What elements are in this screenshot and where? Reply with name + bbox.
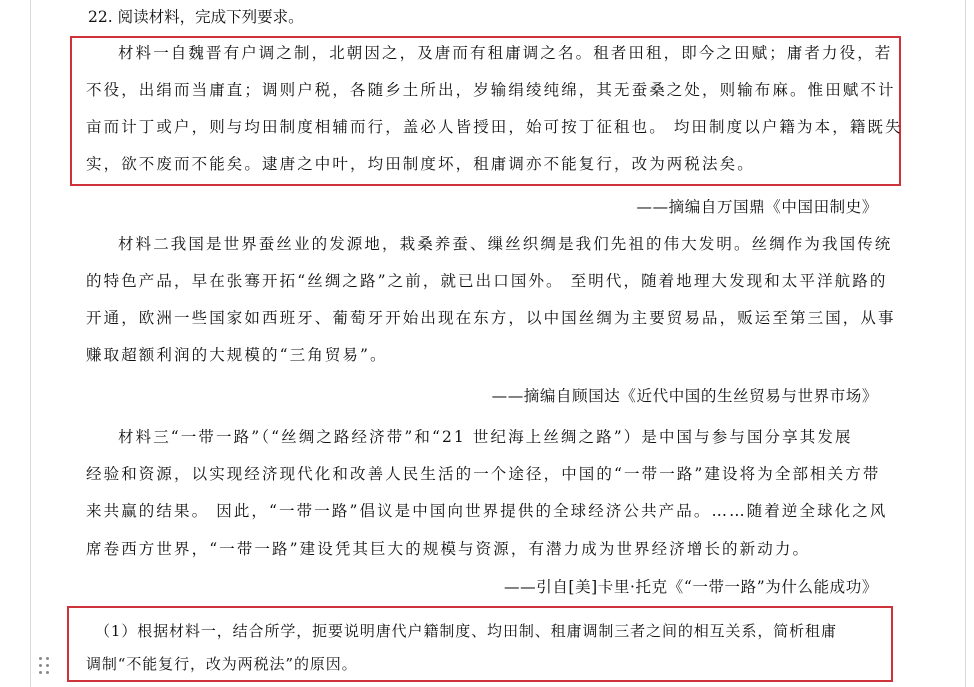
material-1-line-3: 亩而计丁或户，则与均田制度相辅而行，盖必人皆授田，始可按丁征租也。 均田制度以户籍为本，籍既失: [86, 118, 903, 136]
material-3-source: ——引自[美]卡里·托克《“一带一路”为什么能成功》: [504, 578, 878, 596]
drag-handle-icon[interactable]: [39, 657, 51, 675]
material-1-line-2: 不役，出绢而当庸直；调则户税，各随乡土所出，岁输绢绫纯绵，其无蚕桑之处，则输布麻。惟田赋不计: [86, 81, 896, 99]
material-2-line-3: 开通，欧洲一些国家如西班牙、葡萄牙开始出现在东方，以中国丝绸为主要贸易品，贩运至第三国，从事: [86, 309, 896, 327]
material-2-line-1: 材料二我国是世界蚕丝业的发源地，栽桑养蚕、缫丝织绸是我们先祖的伟大发明。丝绸作为我国传统: [118, 235, 893, 253]
material-1-line-1: 材料一自魏晋有户调之制，北朝因之，及唐而有租庸调之名。租者田租，即今之田赋；庸者力役，若: [118, 44, 893, 62]
page-right-edge: [965, 0, 966, 687]
material-2-source: ——摘编自顾国达《近代中国的生丝贸易与世界市场》: [491, 387, 878, 405]
material-2-line-2: 的特色产品，早在张骞开拓“丝绸之路”之前，就已出口国外。 至明代，随着地理大发现和太平洋航路的: [86, 272, 888, 290]
sub-question-1-line-1: （1）根据材料一，结合所学，扼要说明唐代户籍制度、均田制、租庸调制三者之间的相互关系，简析租庸: [95, 622, 837, 640]
material-1-source: ——摘编自万国鼎《中国田制史》: [636, 198, 878, 216]
material-3-line-4: 席卷西方世界，“一带一路”建设凭其巨大的规模与资源，有潜力成为世界经济增长的新动力。: [86, 540, 811, 558]
material-3-line-2: 经验和资源，以实现经济现代化和改善人民生活的一个途径，中国的“一带一路”建设将为全部相关方带: [86, 465, 881, 483]
material-2-line-4: 赚取超额利润的大规模的“三角贸易”。: [86, 346, 388, 364]
question-title: 22. 阅读材料，完成下列要求。: [88, 8, 304, 26]
sub-question-1-line-2: 调制“不能复行，改为两税法”的原因。: [86, 655, 358, 673]
material-3-line-3: 来共赢的结果。 因此，“一带一路”倡议是中国向世界提供的全球经济公共产品。……随着逆全球化之风: [86, 502, 888, 520]
material-3-line-1: 材料三“一带一路”（“丝绸之路经济带”和“21 世纪海上丝绸之路”）是中国与参与国分享其发展: [118, 428, 853, 446]
page-left-edge: [30, 0, 31, 687]
material-1-line-4: 实，欲不废而不能矣。逮唐之中叶，均田制度坏，租庸调亦不能复行，改为两税法矣。: [86, 155, 755, 173]
